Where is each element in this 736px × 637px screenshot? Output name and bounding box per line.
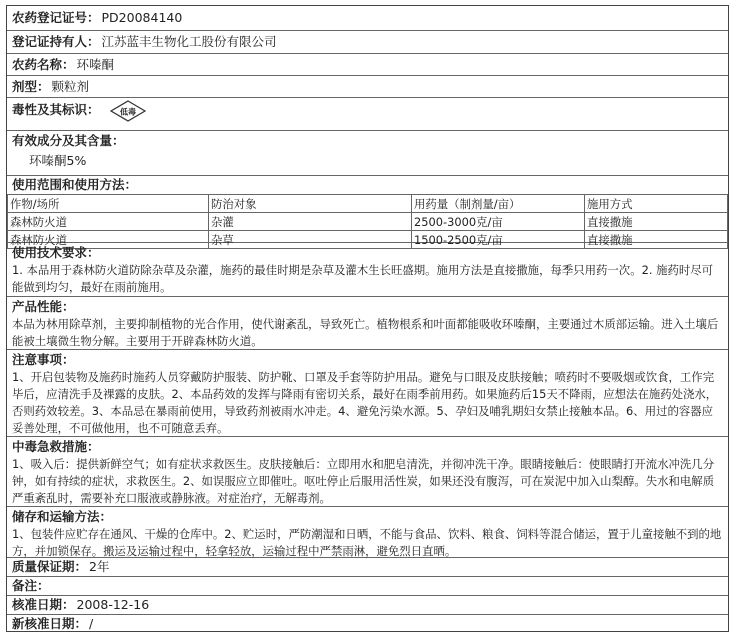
form-label: 剂型： bbox=[12, 79, 50, 94]
usage-cell: 森林防火道 bbox=[8, 213, 209, 231]
caution-section bbox=[7, 350, 728, 437]
usage-cell: 1500-2500克/亩 bbox=[412, 231, 585, 249]
name-value: 环嗪酮 bbox=[76, 57, 115, 72]
tech-text: 1. 本品用于森林防火道防除杂草及杂灌，施药的最佳时期是杂草及灌木生长旺盛期。施用方法是直接撒施，每季只用药一次。2. 施药时尽可能做到均匀，最好在雨前施用。 bbox=[12, 263, 714, 294]
reg-no-label: 农药登记证号： bbox=[12, 10, 100, 25]
usage-cell: 杂灌 bbox=[209, 213, 412, 231]
perf-label: 产品性能： bbox=[12, 299, 75, 314]
table-row bbox=[8, 213, 728, 231]
caution-text: 1、开启包装物及施药时施药人员穿戴防护服装、防护靴、口罩及手套等防护用品。避免与口眼及皮肤接触；喷药时不要吸烟或饮食，工作完毕后，应清洗手及裸露的皮肤。2、本品药效的发挥与降雨有密切关系，最好在雨季前用药。如果施药后15天不降雨，应想法在施药处浇水，否则药效较差。3、本品忌在暴雨前使用，导致药剂被雨水冲走。4、避免污染水源。5、孕妇及哺乳期妇女禁止接触本品。6、用过的容器应妥善处理，不可做他用，也不可随意丢弃。 bbox=[12, 370, 718, 435]
approval-label: 核准日期： bbox=[12, 597, 75, 612]
storage-section bbox=[7, 507, 728, 558]
usage-header-cell: 用药量（制剂量/亩） bbox=[412, 195, 585, 213]
tox-row bbox=[7, 98, 728, 131]
usage-table-header bbox=[8, 195, 728, 213]
reg-no-row bbox=[7, 6, 728, 31]
form-value: 颗粒剂 bbox=[51, 79, 90, 94]
warranty-row bbox=[7, 558, 728, 577]
ingredient-row bbox=[7, 131, 728, 176]
warranty-value: 2年 bbox=[89, 559, 110, 574]
ingredient-label: 有效成分及其含量： bbox=[12, 133, 125, 148]
warranty-label: 质量保证期： bbox=[12, 559, 88, 574]
reg-no-value: PD20084140 bbox=[101, 10, 183, 25]
perf-section bbox=[7, 297, 728, 350]
usage-header-cell: 施用方式 bbox=[585, 195, 728, 213]
new-approval-label: 新核准日期： bbox=[12, 616, 88, 631]
usage-cell: 杂草 bbox=[209, 231, 412, 249]
usage-header-cell: 防治对象 bbox=[209, 195, 412, 213]
usage-header-cell: 作物/场所 bbox=[8, 195, 209, 213]
registration-document bbox=[6, 5, 729, 632]
usage-cell: 森林防火道 bbox=[8, 231, 209, 249]
storage-label: 储存和运输方法： bbox=[12, 509, 113, 524]
tech-section bbox=[7, 243, 728, 297]
holder-value: 江苏蓝丰生物化工股份有限公司 bbox=[101, 34, 277, 49]
remark-label: 备注： bbox=[12, 578, 50, 593]
holder-label: 登记证持有人： bbox=[12, 34, 100, 49]
new-approval-row bbox=[7, 615, 728, 632]
low-toxicity-badge-text: 低毒 bbox=[119, 107, 136, 116]
storage-text: 1、包装件应贮存在通风、干燥的仓库中。2、贮运时，严防潮湿和日晒，不能与食品、饮料、粮食、饲料等混合储运，置于儿童接触不到的地方，并加锁保存。搬运及运输过程中，轻拿轻放，运输过程中严禁雨淋，避免烈日直晒。 bbox=[12, 527, 722, 558]
name-row bbox=[7, 54, 728, 76]
remark-row bbox=[7, 577, 728, 596]
usage-cell: 2500-3000克/亩 bbox=[412, 213, 585, 231]
tox-label: 毒性及其标识： bbox=[12, 102, 100, 117]
approval-value: 2008-12-16 bbox=[76, 597, 150, 612]
tech-label: 使用技术要求： bbox=[12, 245, 100, 260]
form-row bbox=[7, 76, 728, 98]
approval-row bbox=[7, 596, 728, 615]
caution-label: 注意事项： bbox=[12, 352, 75, 367]
usage-cell: 直接撒施 bbox=[585, 213, 728, 231]
low-toxicity-badge-icon bbox=[110, 100, 146, 122]
usage-label: 使用范围和使用方法： bbox=[12, 177, 138, 192]
usage-table bbox=[7, 194, 728, 249]
ingredient-value: 环嗪酮5% bbox=[29, 153, 87, 168]
firstaid-text: 1、吸入后：提供新鲜空气；如有症状求救医生。皮肤接触后：立即用水和肥皂清洗，并彻冲洗干净。眼睛接触后：使眼睛打开流水冲洗几分钟，如有持续的症状，求救医生。2、如误服应立即催吐。呕吐停止后服用活性炭，如果还没有腹泻，可在炭泥中加入山梨醇。失水和电解质严重紊乱时，需要补充口服液或静脉液。对症治疗，无解毒剂。 bbox=[12, 457, 715, 505]
name-label: 农药名称： bbox=[12, 57, 75, 72]
firstaid-section bbox=[7, 437, 728, 507]
perf-text: 本品为林用除草剂，主要抑制植物的光合作用，使代谢紊乱，导致死亡。植物根系和叶面都能吸收环嗪酮，主要通过木质部运输。进入土壤后能被土壤微生物分解。主要用于开辟森林防火道。 bbox=[12, 317, 719, 348]
usage-section bbox=[7, 176, 728, 247]
firstaid-label: 中毒急救措施： bbox=[12, 439, 100, 454]
usage-cell: 直接撒施 bbox=[585, 231, 728, 249]
holder-row bbox=[7, 31, 728, 54]
new-approval-value: / bbox=[89, 616, 94, 631]
